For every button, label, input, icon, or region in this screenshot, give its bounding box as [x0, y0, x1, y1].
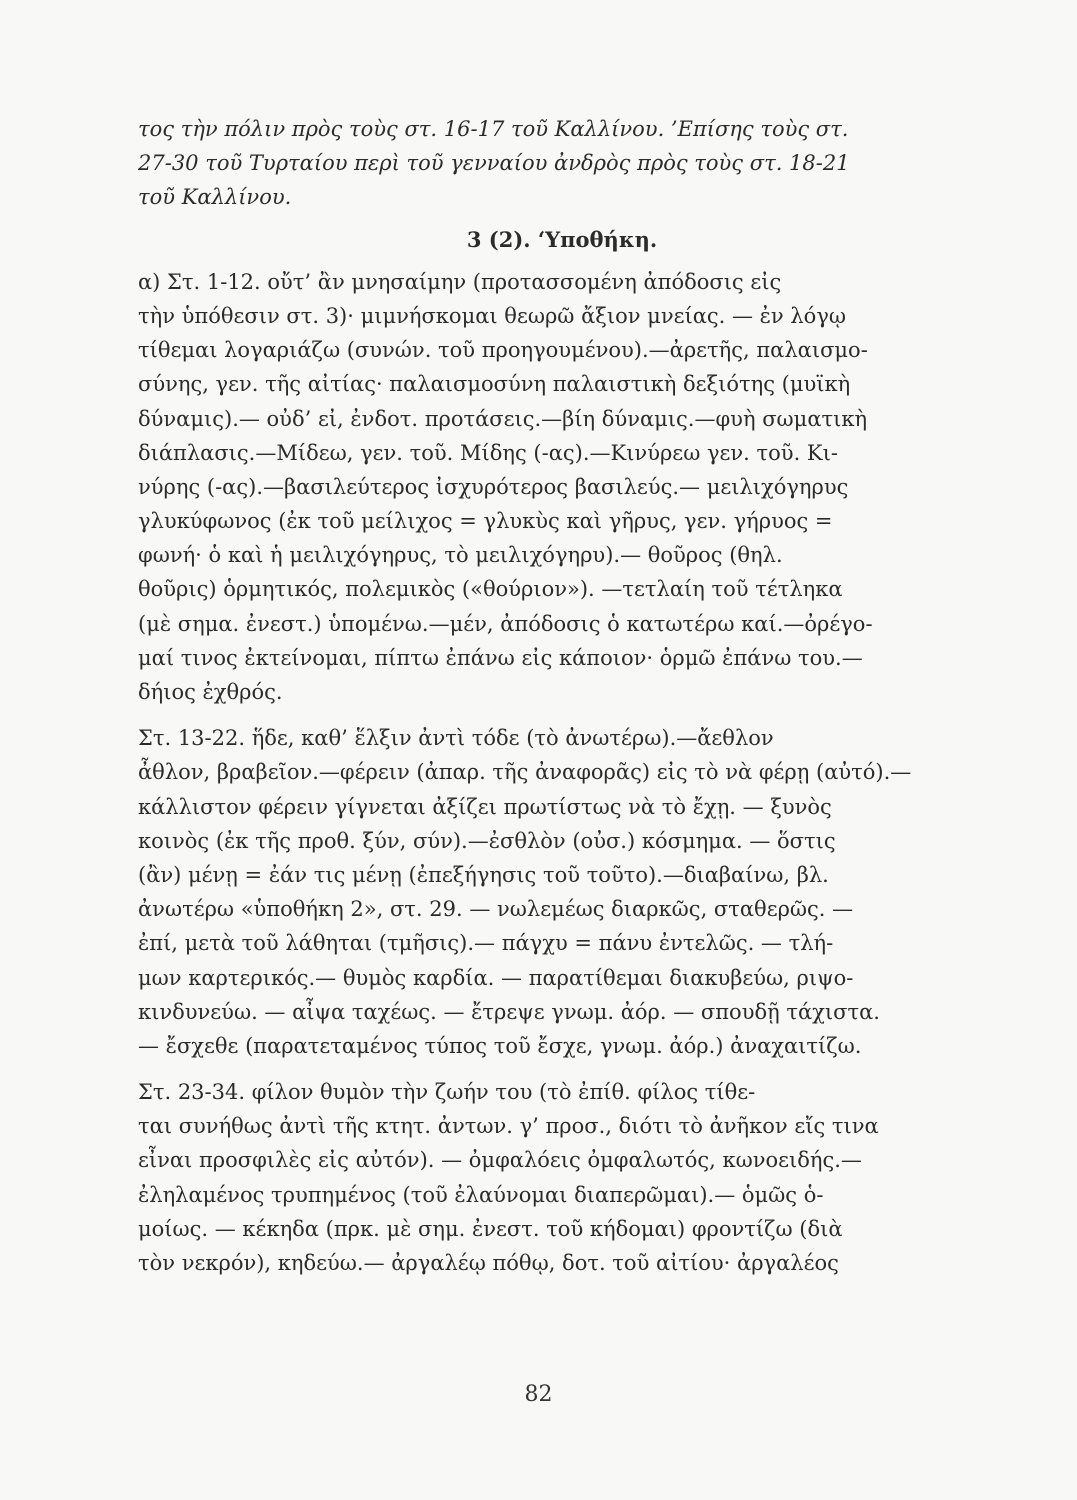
text-line: μοίως. — κέκηδα (πρκ. μὲ σημ. ἐνεστ. τοῦ κήδομαι) φροντίζω (διὰ [138, 1216, 843, 1241]
text-line: ἐπί, μετὰ τοῦ λάθηται (τμῆσις).— πάγχυ = πάνυ ἐντελῶς. — τλή- [138, 931, 834, 956]
text-line: νύρης (-ας).—βασιλεύτερος ἰσχυρότερος βασιλεύς.— μειλιχόγηρυς [138, 474, 849, 499]
text-line: 27-30 τοῦ Τυρταίου περὶ τοῦ γενναίου ἀνδρὸς πρὸς τοὺς στ. 18-21 [138, 151, 850, 176]
text-line: φωνή· ὁ καὶ ἡ μειλιχόγηρυς, τὸ μειλιχόγηρυ).— θοῦρος (θηλ. [138, 543, 783, 568]
text-line: Στ. 23-34. φίλον θυμὸν τὴν ζωήν του (τὸ ἐπίθ. φίλος τίθε- [138, 1080, 756, 1105]
text-line: (μὲ σημα. ἐνεστ.) ὑπομένω.—μέν, ἀπόδοσις ὁ κατωτέρω καί.—ὀρέγο- [138, 611, 873, 636]
main-text [138, 112, 986, 1280]
text-line: μαί τινος ἐκτείνομαι, πίπτω ἐπάνω εἰς κάποιον· ὁρμῶ ἐπάνω του.— [138, 645, 863, 670]
text-line: τος τὴν πόλιν πρὸς τοὺς στ. 16-17 τοῦ Καλλίνου. ’Επίσης τοὺς στ. [138, 117, 849, 141]
text-line: ἀνωτέρω «ὑποθήκη 2», στ. 29. — νωλεμέως διαρκῶς, σταθερῶς. — [138, 897, 854, 922]
text-line: τὴν ὑπόθεσιν στ. 3)· μιμνήσκομαι θεωρῶ ἄξιον μνείας. — ἐν λόγῳ [138, 303, 847, 328]
text-line: ται συνήθως ἀντὶ τῆς κτητ. ἀντων. γ’ προσ., διότι τὸ ἀνῆκον εἴς τινα [138, 1114, 879, 1139]
text-line: μων καρτερικός.— θυμὸς καρδία. — παρατίθεμαι διακυβεύω, ριψο- [138, 965, 854, 990]
text-line: ἐληλαμένος τρυπημένος (τοῦ ἐλαύνομαι διαπερῶμαι).— ὁμῶς ὁ- [138, 1182, 824, 1207]
text-line: δήιος ἐχθρός. [138, 680, 283, 704]
text-line: κοινὸς (ἐκ τῆς προθ. ξύν, σύν).—ἐσθλὸν (οὐσ.) κόσμημα. — ὅστις [138, 828, 836, 853]
text-line: τίθεμαι λογαριάζω (συνών. τοῦ προηγουμένου).—ἀρετῆς, παλαισμο- [138, 338, 868, 363]
text-line: δύναμις).— οὐδ’ εἰ, ἐνδοτ. προτάσεις.—βίη δύναμις.—φυὴ σωματικὴ [138, 406, 868, 431]
text-line: τοῦ Καλλίνου. [138, 185, 292, 210]
text-line: Στ. 13-22. ἥδε, καθ’ ἕλξιν ἀντὶ τόδε (τὸ ἀνωτέρω).—ἄεθλον [138, 726, 774, 751]
text-line: ἆθλον, βραβεῖον.—φέρειν (ἀπαρ. τῆς ἀναφορᾶς) εἰς τὸ νὰ φέρῃ (αὐτό).— [138, 760, 912, 785]
text-line: — ἔσχεθε (παρατεταμένος τύπος τοῦ ἔσχε, γνωμ. ἀόρ.) ἀναχαιτίζω. [138, 1033, 862, 1058]
text-line: (ἂν) μένῃ = ἐάν τις μένῃ (ἐπεξήγησις τοῦ τοῦτο).—διαβαίνω, βλ. [138, 862, 829, 887]
text-line: τὸν νεκρόν), κηδεύω.— ἀργαλέῳ πόθῳ, δοτ. τοῦ αἰτίου· ἀργαλέος [138, 1251, 839, 1275]
text-line: εἶναι προσφιλὲς εἰς αὐτόν). — ὀμφαλόεις ὀμφαλωτός, κωνοειδής.— [138, 1148, 862, 1173]
text-line: γλυκύφωνος (ἐκ τοῦ μείλιχος = γλυκὺς καὶ γῆρυς, γεν. γήρυος = [138, 509, 833, 534]
text-line: κάλλιστον φέρειν γίγνεται ἀξίζει πρωτίστως νὰ τὸ ἔχῃ. — ξυνὸς [138, 794, 832, 819]
text-line: α) Στ. 1-12. οὔτ’ ἂν μνησαίμην (προτασσομένη ἀπόδοσις εἰς [138, 269, 782, 294]
text-line: κινδυνεύω. — αἶψα ταχέως. — ἔτρεψε γνωμ. ἀόρ. — σπουδῇ τάχιστα. [138, 999, 880, 1024]
text-line: σύνης, γεν. τῆς αἰτίας· παλαισμοσύνη παλαιστικὴ δεξιότης (μυϊκὴ [138, 372, 851, 397]
text-line: διάπλασις.—Μίδεω, γεν. τοῦ. Μίδης (-ας).—Κινύρεω γεν. τοῦ. Κι- [138, 440, 838, 465]
page-number: 82 [524, 1382, 553, 1407]
section-heading: 3 (2). ‘Υποθήκη. [466, 226, 658, 252]
text-line: θοῦρις) ὁρμητικός, πολεμικὸς («θούριον»). —τετλαίη τοῦ τέτληκα [138, 577, 843, 602]
